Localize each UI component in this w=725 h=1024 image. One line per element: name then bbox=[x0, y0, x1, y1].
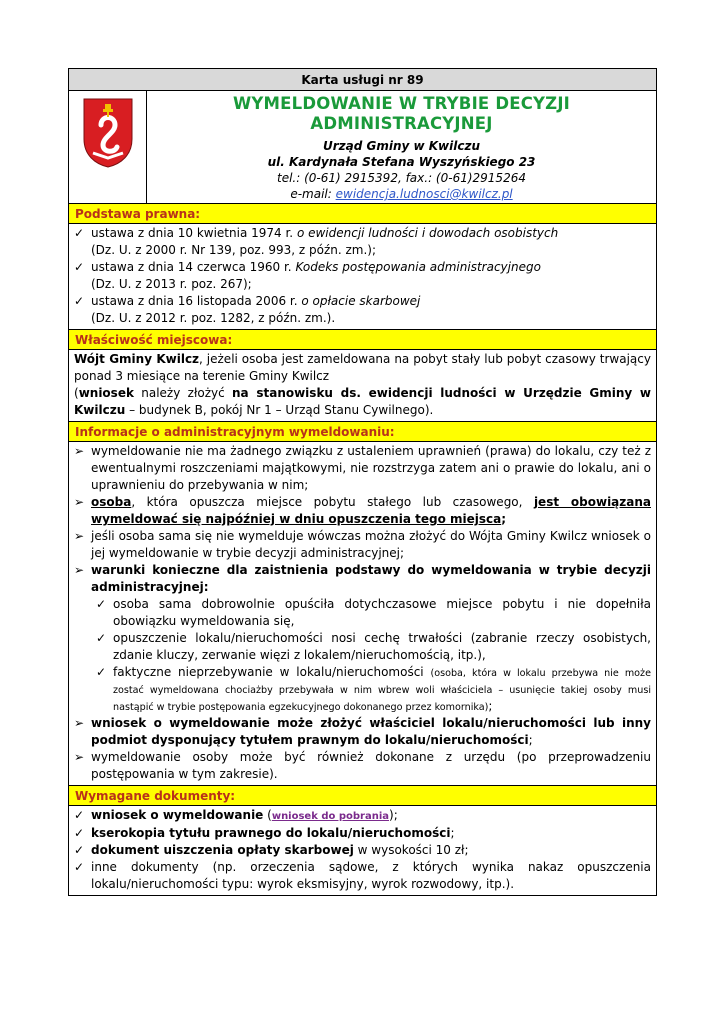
office-phone: tel.: (0-61) 2915392, fax.: (0-61)2915264 bbox=[277, 171, 526, 185]
list-item: ➢ wniosek o wymeldowanie może złożyć właściciel lokalu/nieruchomości lub inny podmiot dysponujący tytułem prawnym do lokalu/nieruchomości; bbox=[74, 716, 651, 747]
check-icon: ✓ bbox=[74, 843, 85, 857]
legal-basis-list bbox=[69, 224, 656, 330]
list-item: ➢ osoba, która opuszcza miejsce pobytu stałego lub czasowego, jest obowiązana wymeldować się najpóźniej w dniu opuszczenia tego miejsca; bbox=[74, 495, 651, 526]
list-item: ✓ ustawa z dnia 10 kwietnia 1974 r. o ewidencji ludności i dowodach osobistych (Dz. U. z 2000 r. Nr 139, poz. 993, z późn. zm.); bbox=[74, 226, 559, 257]
info-list bbox=[69, 442, 656, 786]
check-icon: ✓ bbox=[74, 294, 85, 308]
list-item: ➢ jeśli osoba sama się nie wymelduje wówczas można złożyć do Wójta Gminy Kwilcz wniosek o jej wymeldowanie w trybie decyzji administracyjnej; bbox=[74, 529, 651, 560]
check-icon: ✓ bbox=[74, 826, 85, 840]
crest-cell bbox=[69, 91, 147, 203]
check-icon: ✓ bbox=[74, 260, 85, 274]
list-item: ➢ wymeldowanie osoby może być również dokonane z urzędu (po przeprowadzeniu postępowania w tym zakresie). bbox=[74, 750, 651, 781]
check-icon: ✓ bbox=[74, 808, 85, 822]
check-icon: ✓ bbox=[96, 597, 107, 611]
card-title: Karta usługi nr 89 bbox=[69, 69, 656, 91]
list-item: ✓ wniosek o wymeldowanie (wniosek do pobrania); bbox=[74, 807, 651, 825]
coat-of-arms-icon bbox=[81, 95, 135, 169]
header bbox=[69, 91, 656, 204]
email-link[interactable]: ewidencja.ludnosci@kwilcz.pl bbox=[335, 187, 513, 201]
document-title-line2: ADMINISTRACYJNEJ bbox=[310, 114, 493, 133]
documents-heading: Wymagane dokumenty: bbox=[69, 786, 656, 806]
email-label: e-mail: bbox=[290, 187, 336, 201]
document-title-line1: WYMELDOWANIE W TRYBIE DECYZJI bbox=[232, 94, 571, 113]
info-heading: Informacje o administracyjnym wymeldowaniu: bbox=[69, 422, 656, 442]
documents-list bbox=[69, 806, 656, 895]
legal-basis-heading: Podstawa prawna: bbox=[69, 204, 656, 224]
competence-body bbox=[69, 350, 656, 422]
office-name: Urząd Gminy w Kwilczu bbox=[322, 139, 481, 153]
arrow-icon: ➢ bbox=[74, 444, 85, 458]
service-card bbox=[68, 68, 657, 896]
list-item: ✓ faktyczne nieprzebywanie w lokalu/nieruchomości (osoba, która w lokalu przebywa nie może zostać wymeldowana chociażby przebywała w nim wbrew woli właściciela – usunięcie takiej osoby musi nastąpić w trybie postępowania egzekucyjnego dokonanego przez komornika); bbox=[96, 665, 651, 713]
arrow-icon: ➢ bbox=[74, 716, 85, 730]
download-form-link[interactable]: wniosek do pobrania bbox=[271, 811, 390, 822]
check-icon: ✓ bbox=[96, 665, 107, 679]
competence-submission-paragraph: (wniosek należy złożyć na stanowisku ds. ewidencji ludności w Urzędzie Gminy w Kwilczu – budynek B, pokój Nr 1 – Urząd Stanu Cywilnego). bbox=[74, 386, 651, 417]
list-item: ✓ ustawa z dnia 16 listopada 2006 r. o opłacie skarbowej (Dz. U. z 2012 r. poz. 1282, z późn. zm.). bbox=[74, 294, 421, 325]
competence-paragraph: Wójt Gminy Kwilcz, jeżeli osoba jest zameldowana na pobyt stały lub pobyt czasowy trwający ponad 3 miesiące na terenie Gminy Kwilcz bbox=[74, 352, 651, 383]
list-item: ✓ inne dokumenty (np. orzeczenia sądowe, z których wynika nakaz opuszczenia lokalu/nieruchomości typu: wyrok eksmisyjny, wyrok rozwodowy, itp.). bbox=[74, 860, 651, 891]
arrow-icon: ➢ bbox=[74, 495, 85, 509]
arrow-icon: ➢ bbox=[74, 529, 85, 543]
list-item: ✓ dokument uiszczenia opłaty skarbowej w wysokości 10 zł; bbox=[74, 843, 469, 857]
list-item: ✓ ustawa z dnia 14 czerwca 1960 r. Kodeks postępowania administracyjnego (Dz. U. z 2013 r. poz. 267); bbox=[74, 260, 541, 291]
check-icon: ✓ bbox=[96, 631, 107, 645]
list-item: ✓ kserokopia tytułu prawnego do lokalu/nieruchomości; bbox=[74, 826, 455, 840]
office-address: ul. Kardynała Stefana Wyszyńskiego 23 bbox=[267, 155, 536, 169]
conditions-sublist bbox=[74, 596, 651, 715]
competence-heading: Właściwość miejscowa: bbox=[69, 330, 656, 350]
arrow-icon: ➢ bbox=[74, 563, 85, 577]
list-item: ✓ opuszczenie lokalu/nieruchomości nosi cechę trwałości (zabranie rzeczy osobistych, zdanie kluczy, zerwanie więzi z lokalem/nieruchomością, itp.), bbox=[96, 631, 651, 662]
list-item: ➢ wymeldowanie nie ma żadnego związku z ustaleniem uprawnień (prawa) do lokalu, czy też z ewentualnymi roszczeniami majątkowymi, nie rozstrzyga zatem ani o prawie do lokalu, ani o uprawnieniu do przebywania w nim; bbox=[74, 444, 651, 492]
arrow-icon: ➢ bbox=[74, 750, 85, 764]
check-icon: ✓ bbox=[74, 226, 85, 240]
list-item: ➢ warunki konieczne dla zaistnienia podstawy do wymeldowania w trybie decyzji administracyjnej: bbox=[74, 563, 651, 594]
check-icon: ✓ bbox=[74, 860, 85, 874]
list-item: ✓ osoba sama dobrowolnie opuściła dotychczasowe miejsce pobytu i nie dopełniła obowiązku wymeldowania się, bbox=[96, 597, 651, 628]
